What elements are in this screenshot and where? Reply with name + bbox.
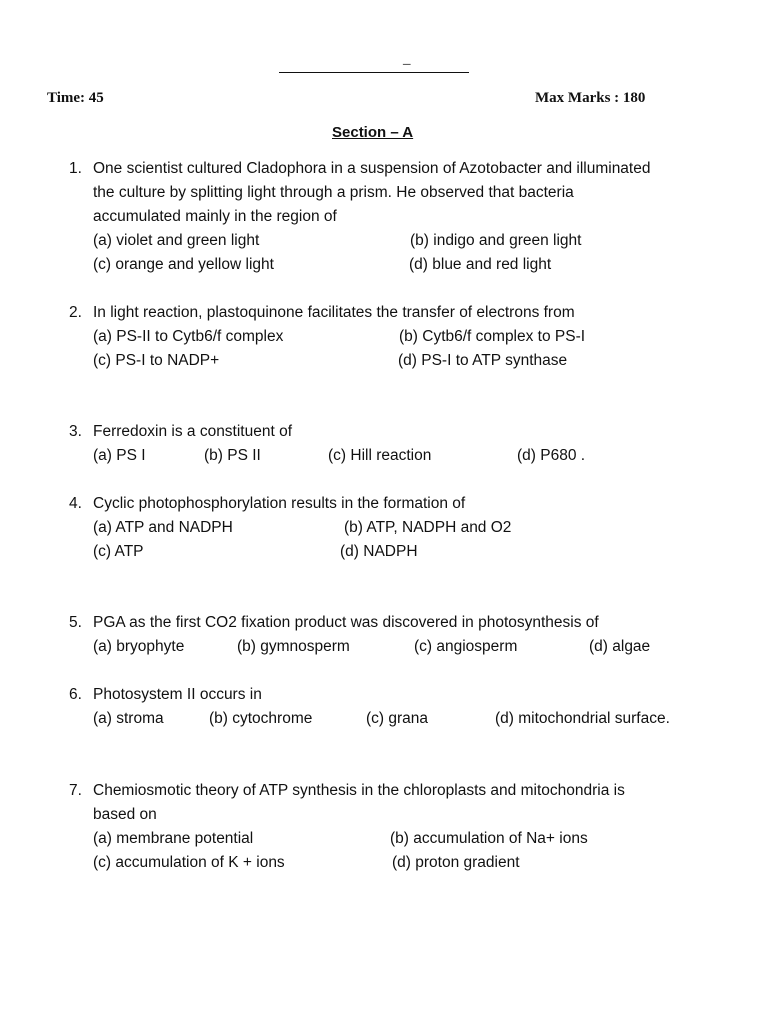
option-d: (d) algae (589, 638, 651, 655)
question-number: 4. (69, 495, 82, 512)
option-c: (c) PS-I to NADP+ (93, 352, 220, 369)
section-heading: Section – A (332, 124, 414, 141)
option-d: (d) proton gradient (392, 854, 520, 871)
option-c: (c) accumulation of K + ions (93, 854, 285, 871)
question-number: 2. (69, 304, 82, 321)
option-a: (a) bryophyte (93, 638, 185, 655)
question-number: 5. (69, 614, 82, 631)
option-d: (d) PS-I to ATP synthase (398, 352, 568, 369)
question-text: Ferredoxin is a constituent of (93, 423, 293, 440)
question-number: 3. (69, 423, 82, 440)
question-number: 1. (69, 160, 82, 177)
option-a: (a) PS-II to Cytb6/f complex (93, 328, 284, 345)
option-d: (d) P680 . (517, 447, 586, 464)
option-b: (b) PS II (204, 447, 261, 464)
option-c: (c) orange and yellow light (93, 256, 274, 273)
option-a: (a) membrane potential (93, 830, 254, 847)
option-b: (b) ATP, NADPH and O2 (344, 519, 512, 536)
question-text: based on (93, 806, 157, 823)
question-text: Cyclic photophosphorylation results in the formation of (93, 495, 466, 512)
option-b: (b) Cytb6/f complex to PS-I (399, 328, 586, 345)
question-text: PGA as the first CO2 fixation product was discovered in photosynthesis of (93, 614, 599, 631)
option-b: (b) accumulation of Na+ ions (390, 830, 588, 847)
question-text: In light reaction, plastoquinone facilitates the transfer of electrons from (93, 304, 575, 321)
title-underline (279, 72, 469, 73)
option-c: (c) grana (366, 710, 429, 727)
option-a: (a) violet and green light (93, 232, 260, 249)
option-d: (d) blue and red light (409, 256, 552, 273)
max-marks-label: Max Marks : 180 (535, 90, 646, 106)
question-text: Chemiosmotic theory of ATP synthesis in the chloroplasts and mitochondria is (93, 782, 625, 799)
time-label: Time: 45 (47, 90, 104, 106)
question-number: 7. (69, 782, 82, 799)
option-c: (c) ATP (93, 543, 144, 560)
option-c: (c) angiosperm (414, 638, 518, 655)
option-b: (b) cytochrome (209, 710, 313, 727)
question-text: accumulated mainly in the region of (93, 208, 337, 225)
option-d: (d) NADPH (340, 543, 418, 560)
option-a: (a) ATP and NADPH (93, 519, 233, 536)
question-text: the culture by splitting light through a prism. He observed that bacteria (93, 184, 574, 201)
option-c: (c) Hill reaction (328, 447, 432, 464)
title-mark: _ (403, 51, 411, 67)
question-text: Photosystem II occurs in (93, 686, 262, 703)
option-a: (a) stroma (93, 710, 164, 727)
option-a: (a) PS I (93, 447, 146, 464)
question-number: 6. (69, 686, 82, 703)
option-d: (d) mitochondrial surface. (495, 710, 670, 727)
option-b: (b) gymnosperm (237, 638, 350, 655)
option-b: (b) indigo and green light (410, 232, 582, 249)
question-text: One scientist cultured Cladophora in a suspension of Azotobacter and illuminated (93, 160, 651, 177)
